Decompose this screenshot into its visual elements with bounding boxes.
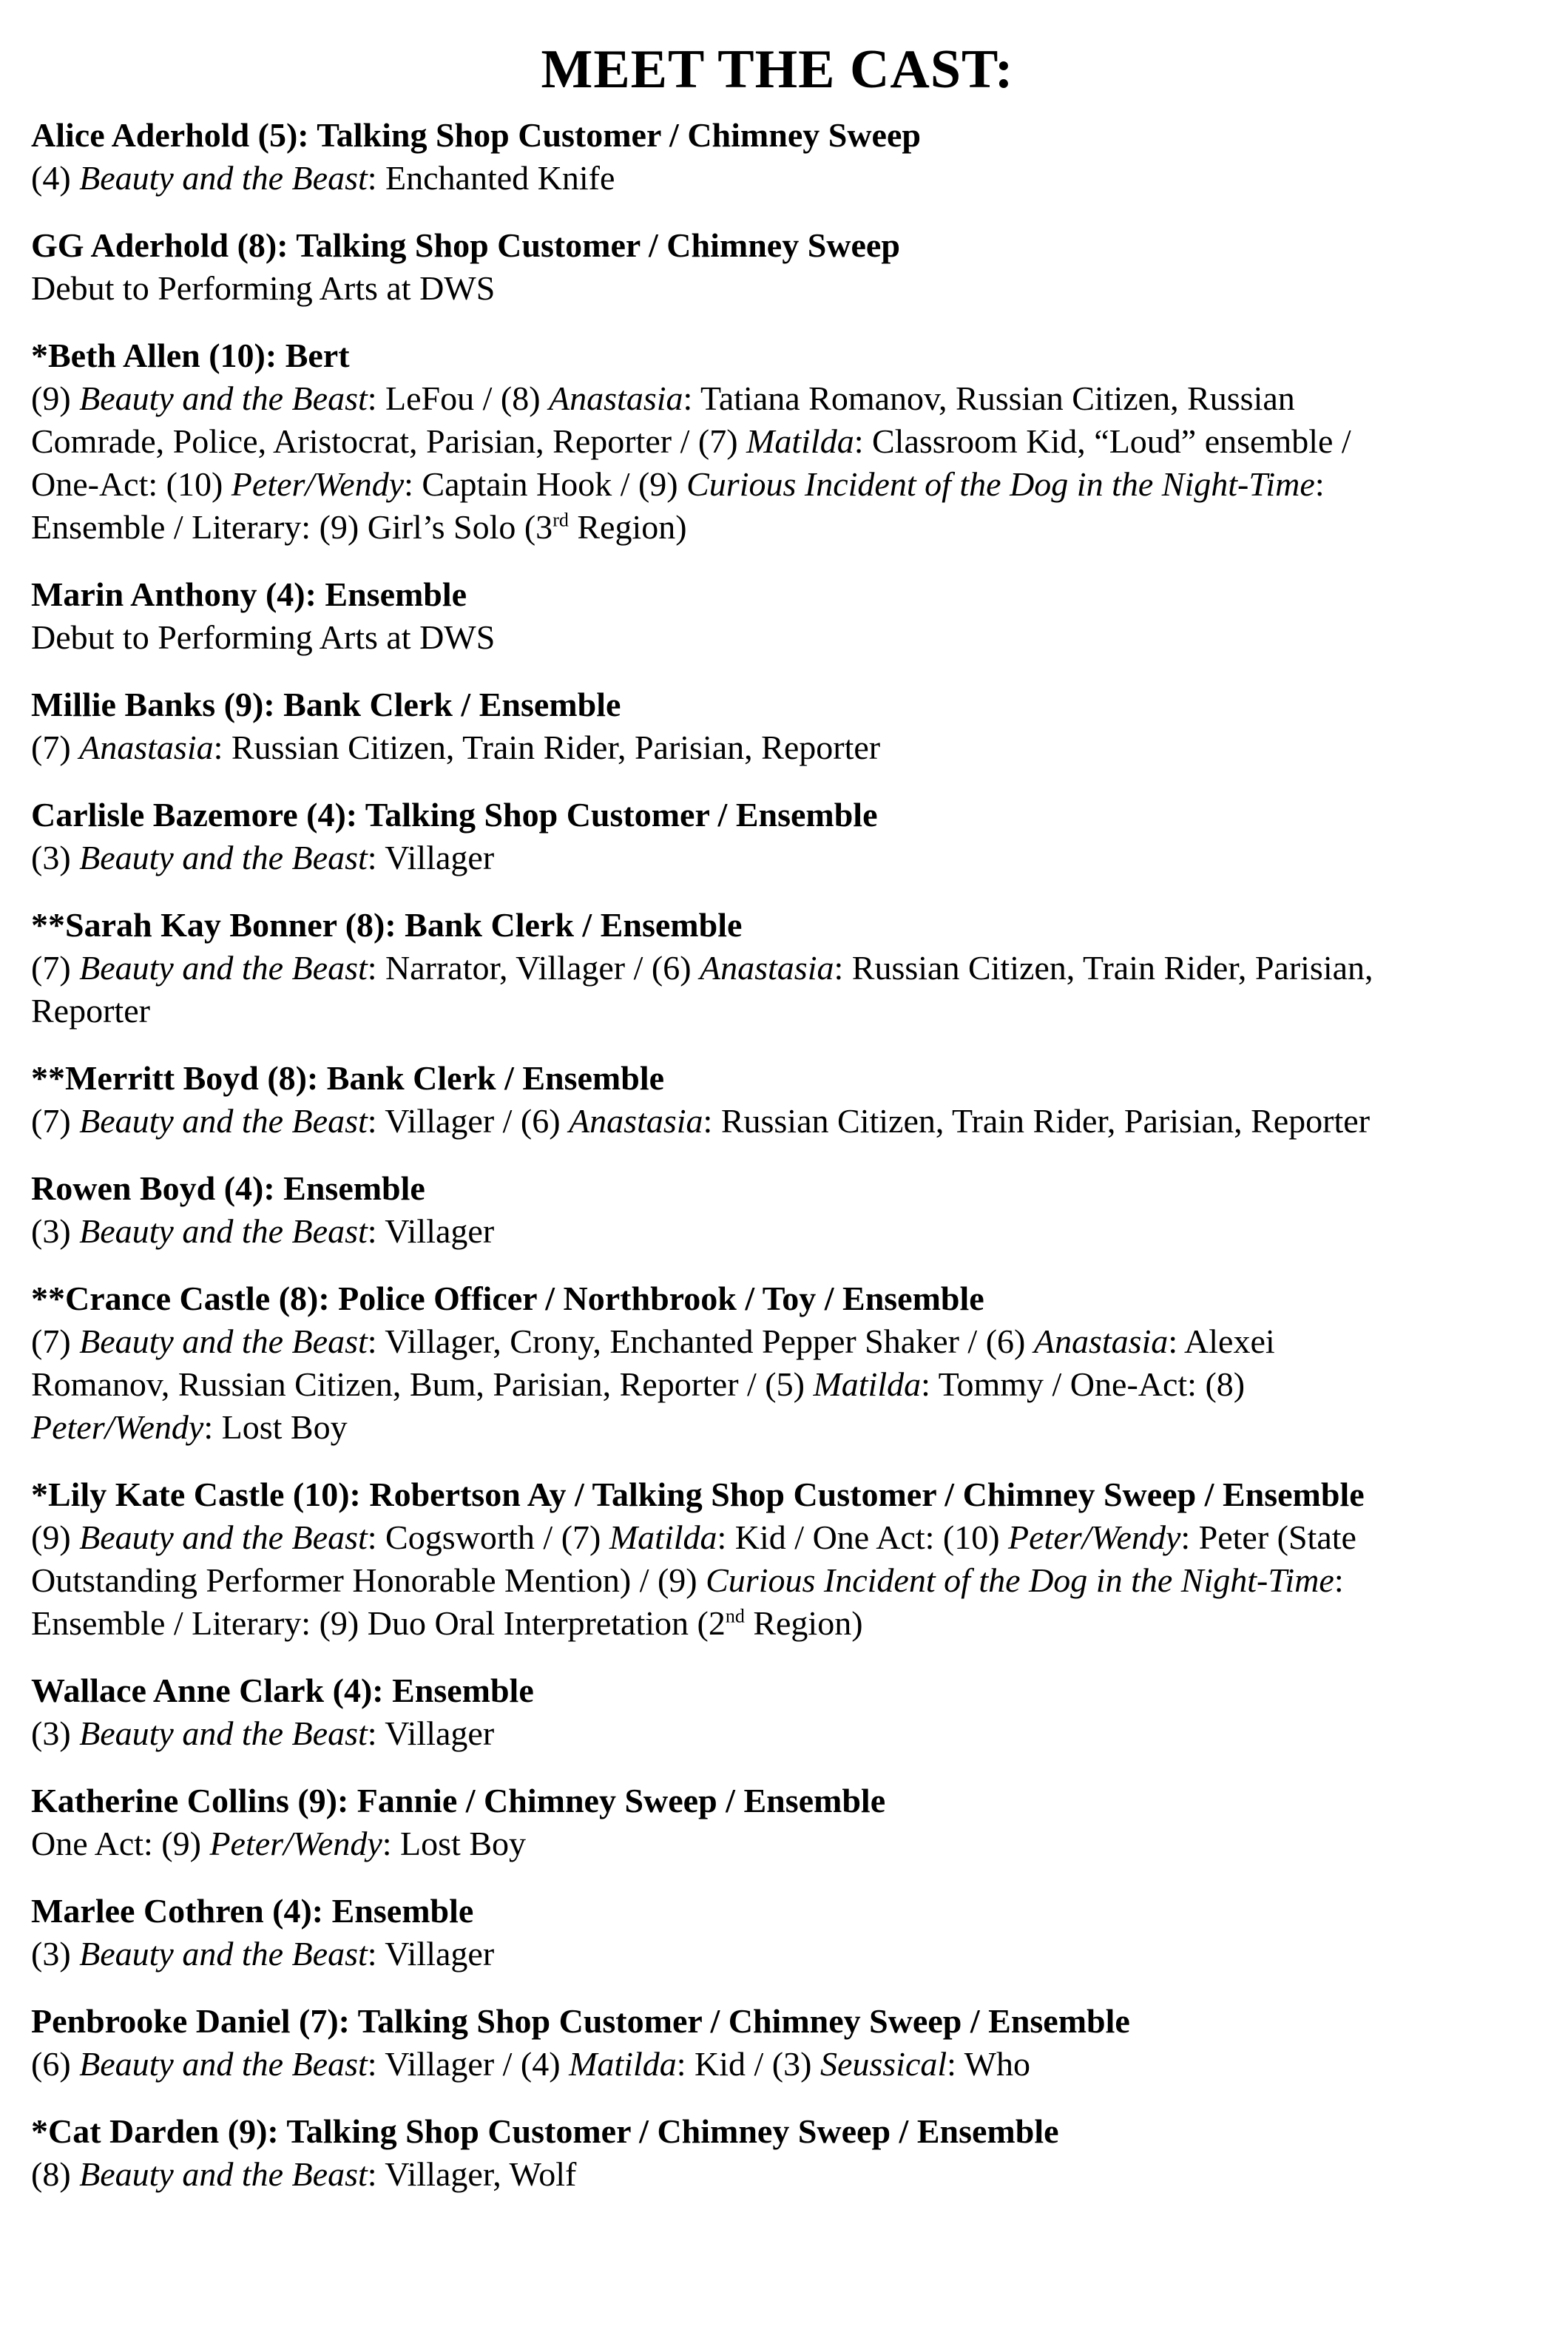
credit-text: (9) xyxy=(31,1518,80,1556)
credit-text: Debut to Performing Arts at DWS xyxy=(31,618,496,656)
cast-entry xyxy=(31,1057,1524,1143)
production-title: Matilda xyxy=(609,1518,717,1556)
cast-credits-line xyxy=(31,377,1524,420)
cast-member-name: Rowen Boyd (4): Ensemble xyxy=(31,1169,425,1207)
production-title: Anastasia xyxy=(1033,1322,1169,1360)
cast-credits-line xyxy=(31,836,1524,879)
credit-text: (7) xyxy=(31,729,80,766)
credit-text: (3) xyxy=(31,1212,80,1250)
credit-text: Outstanding Performer Honorable Mention) / (9) xyxy=(31,1561,706,1599)
cast-credits-line xyxy=(31,267,1524,310)
cast-credits-line xyxy=(31,616,1524,659)
credit-text: : Kid / One Act: (10) xyxy=(717,1518,1009,1556)
cast-credits-line xyxy=(31,1559,1524,1602)
credit-text: Romanov, Russian Citizen, Bum, Parisian, Reporter / (5) xyxy=(31,1365,814,1403)
credit-text: (7) xyxy=(31,949,80,987)
credit-text: : Russian Citizen, Train Rider, Parisian, xyxy=(834,949,1373,987)
page-title: MEET THE CAST: xyxy=(541,39,1014,100)
credit-text: : Captain Hook / (9) xyxy=(404,465,687,503)
production-title: Beauty and the Beast xyxy=(79,379,368,417)
credit-text: One Act: (9) xyxy=(31,1825,210,1862)
cast-credits-line xyxy=(31,1210,1524,1253)
credit-text: : Tatiana Romanov, Russian Citizen, Russian xyxy=(683,379,1295,417)
credit-text: Ensemble / Literary: (9) Girl’s Solo (3 xyxy=(31,508,553,546)
production-title: Anastasia xyxy=(549,379,683,417)
credit-text: : Villager / (4) xyxy=(367,2045,570,2083)
production-title: Peter/Wendy xyxy=(1008,1518,1181,1556)
cast-member-name: *Cat Darden (9): Talking Shop Customer / Chimney Sweep / Ensemble xyxy=(31,2112,1059,2150)
credit-text: : Villager, Crony, Enchanted Pepper Shaker / (6) xyxy=(367,1322,1034,1360)
production-title: Matilda xyxy=(569,2045,677,2083)
cast-credits-line xyxy=(31,990,1524,1032)
cast-member-name: GG Aderhold (8): Talking Shop Customer / Chimney Sweep xyxy=(31,226,900,264)
production-title: Seussical xyxy=(820,2045,947,2083)
cast-member-name: Marin Anthony (4): Ensemble xyxy=(31,575,467,613)
credit-text: Debut to Performing Arts at DWS xyxy=(31,269,496,307)
production-title: Beauty and the Beast xyxy=(79,949,368,987)
credit-text: : Alexei xyxy=(1168,1322,1275,1360)
credit-text: Reporter xyxy=(31,992,150,1030)
credit-text: (8) xyxy=(31,2155,80,2193)
cast-member-name: Alice Aderhold (5): Talking Shop Customer / Chimney Sweep xyxy=(31,116,921,154)
production-title: Beauty and the Beast xyxy=(79,159,368,197)
cast-credits-line xyxy=(31,1602,1524,1645)
credit-text: : Who xyxy=(947,2045,1031,2083)
credit-text: (9) xyxy=(31,379,80,417)
cast-credits-line xyxy=(31,157,1524,200)
cast-entry xyxy=(31,904,1524,1032)
cast-member-name: **Sarah Kay Bonner (8): Bank Clerk / Ensemble xyxy=(31,906,743,944)
cast-entry xyxy=(31,2000,1524,2086)
credit-text: : Villager xyxy=(367,1935,495,1973)
production-title: Curious Incident of the Dog in the Night-Time xyxy=(686,465,1315,503)
production-title: Anastasia xyxy=(79,729,214,766)
credit-text: (3) xyxy=(31,839,80,876)
cast-entry xyxy=(31,1167,1524,1253)
credit-text: : Villager xyxy=(367,839,495,876)
cast-credits-line xyxy=(31,1933,1524,1975)
production-title: Anastasia xyxy=(569,1102,703,1140)
cast-entry xyxy=(31,683,1524,769)
cast-credits-line xyxy=(31,1100,1524,1143)
credit-text: : Enchanted Knife xyxy=(367,159,615,197)
cast-member-name: Carlisle Bazemore (4): Talking Shop Customer / Ensemble xyxy=(31,796,878,834)
credit-text: : Peter (State xyxy=(1180,1518,1356,1556)
credit-text: Ensemble / Literary: (9) Duo Oral Interpretation (2 xyxy=(31,1604,726,1642)
cast-entry xyxy=(31,334,1524,549)
credit-text: : Cogsworth / (7) xyxy=(367,1518,609,1556)
credit-text: : Villager xyxy=(367,1212,495,1250)
cast-credits-line xyxy=(31,947,1524,990)
production-title: Beauty and the Beast xyxy=(79,1518,368,1556)
credit-text: (7) xyxy=(31,1322,80,1360)
production-title: Beauty and the Beast xyxy=(79,2045,368,2083)
production-title: Beauty and the Beast xyxy=(79,839,368,876)
credit-text: : Villager / (6) xyxy=(367,1102,570,1140)
credit-text: : Lost Boy xyxy=(382,1825,527,1862)
cast-entry xyxy=(31,224,1524,310)
credit-text: (6) xyxy=(31,2045,80,2083)
cast-member-name: **Merritt Boyd (8): Bank Clerk / Ensemble xyxy=(31,1059,665,1097)
cast-credits-line xyxy=(31,1712,1524,1755)
ordinal-suffix: rd xyxy=(552,509,569,531)
production-title: Beauty and the Beast xyxy=(79,1102,368,1140)
credit-text: (3) xyxy=(31,1714,80,1752)
cast-credits-line xyxy=(31,726,1524,769)
ordinal-suffix: nd xyxy=(725,1605,745,1627)
cast-entry xyxy=(31,1780,1524,1865)
production-title: Matilda xyxy=(746,422,854,460)
credit-text: Region) xyxy=(568,508,687,546)
cast-credits-line xyxy=(31,1822,1524,1865)
cast-credits-line xyxy=(31,2153,1524,2196)
cast-member-name: Marlee Cothren (4): Ensemble xyxy=(31,1892,474,1930)
cast-member-name: Millie Banks (9): Bank Clerk / Ensemble xyxy=(31,686,621,723)
production-title: Beauty and the Beast xyxy=(79,1714,368,1752)
production-title: Curious Incident of the Dog in the Night-Time xyxy=(706,1561,1334,1599)
production-title: Beauty and the Beast xyxy=(79,1212,368,1250)
production-title: Matilda xyxy=(813,1365,922,1403)
credit-text: : Kid / (3) xyxy=(676,2045,820,2083)
production-title: Beauty and the Beast xyxy=(79,2155,368,2193)
cast-credits-line xyxy=(31,1516,1524,1559)
credit-text: : xyxy=(1314,465,1325,503)
production-title: Beauty and the Beast xyxy=(79,1935,368,1973)
cast-credits-line xyxy=(31,2043,1524,2086)
credit-text: : Narrator, Villager / (6) xyxy=(367,949,700,987)
production-title: Beauty and the Beast xyxy=(79,1322,368,1360)
cast-member-name: **Crance Castle (8): Police Officer / Northbrook / Toy / Ensemble xyxy=(31,1280,984,1317)
credit-text: Region) xyxy=(744,1604,863,1642)
credit-text: : Classroom Kid, “Loud” ensemble / xyxy=(854,422,1351,460)
credit-text: (3) xyxy=(31,1935,80,1973)
cast-credits-line xyxy=(31,1320,1524,1363)
cast-list xyxy=(31,114,1524,2196)
cast-entry xyxy=(31,1473,1524,1645)
credit-text: (4) xyxy=(31,159,80,197)
credit-text: (7) xyxy=(31,1102,80,1140)
cast-credits-line xyxy=(31,463,1524,506)
production-title: Peter/Wendy xyxy=(231,465,405,503)
production-title: Peter/Wendy xyxy=(209,1825,382,1862)
credit-text: : xyxy=(1334,1561,1344,1599)
cast-credits-line xyxy=(31,506,1524,549)
credit-text: : Lost Boy xyxy=(203,1408,348,1446)
cast-credits-line xyxy=(31,420,1524,463)
credit-text: : Villager xyxy=(367,1714,495,1752)
production-title: Anastasia xyxy=(700,949,834,987)
cast-entry xyxy=(31,1669,1524,1755)
cast-entry xyxy=(31,1890,1524,1975)
cast-credits-line xyxy=(31,1406,1524,1449)
credit-text: : Russian Citizen, Train Rider, Parisian, Reporter xyxy=(213,729,881,766)
credit-text: : Tommy / One-Act: (8) xyxy=(921,1365,1246,1403)
cast-entry xyxy=(31,114,1524,200)
cast-entry xyxy=(31,2110,1524,2196)
cast-entry xyxy=(31,1277,1524,1449)
credit-text: : Villager, Wolf xyxy=(367,2155,577,2193)
cast-member-name: Penbrooke Daniel (7): Talking Shop Customer / Chimney Sweep / Ensemble xyxy=(31,2002,1130,2040)
production-title: Peter/Wendy xyxy=(31,1408,204,1446)
cast-entry xyxy=(31,794,1524,879)
credit-text: : Russian Citizen, Train Rider, Parisian, Reporter xyxy=(703,1102,1371,1140)
credit-text: Comrade, Police, Aristocrat, Parisian, Reporter / (7) xyxy=(31,422,747,460)
cast-member-name: *Lily Kate Castle (10): Robertson Ay / Talking Shop Customer / Chimney Sweep / Ensemble xyxy=(31,1476,1365,1513)
credit-text: : LeFou / (8) xyxy=(367,379,550,417)
cast-entry xyxy=(31,573,1524,659)
cast-member-name: Wallace Anne Clark (4): Ensemble xyxy=(31,1672,534,1709)
cast-member-name: Katherine Collins (9): Fannie / Chimney Sweep / Ensemble xyxy=(31,1782,886,1819)
credit-text: One-Act: (10) xyxy=(31,465,232,503)
cast-member-name: *Beth Allen (10): Bert xyxy=(31,337,350,374)
cast-credits-line xyxy=(31,1363,1524,1406)
